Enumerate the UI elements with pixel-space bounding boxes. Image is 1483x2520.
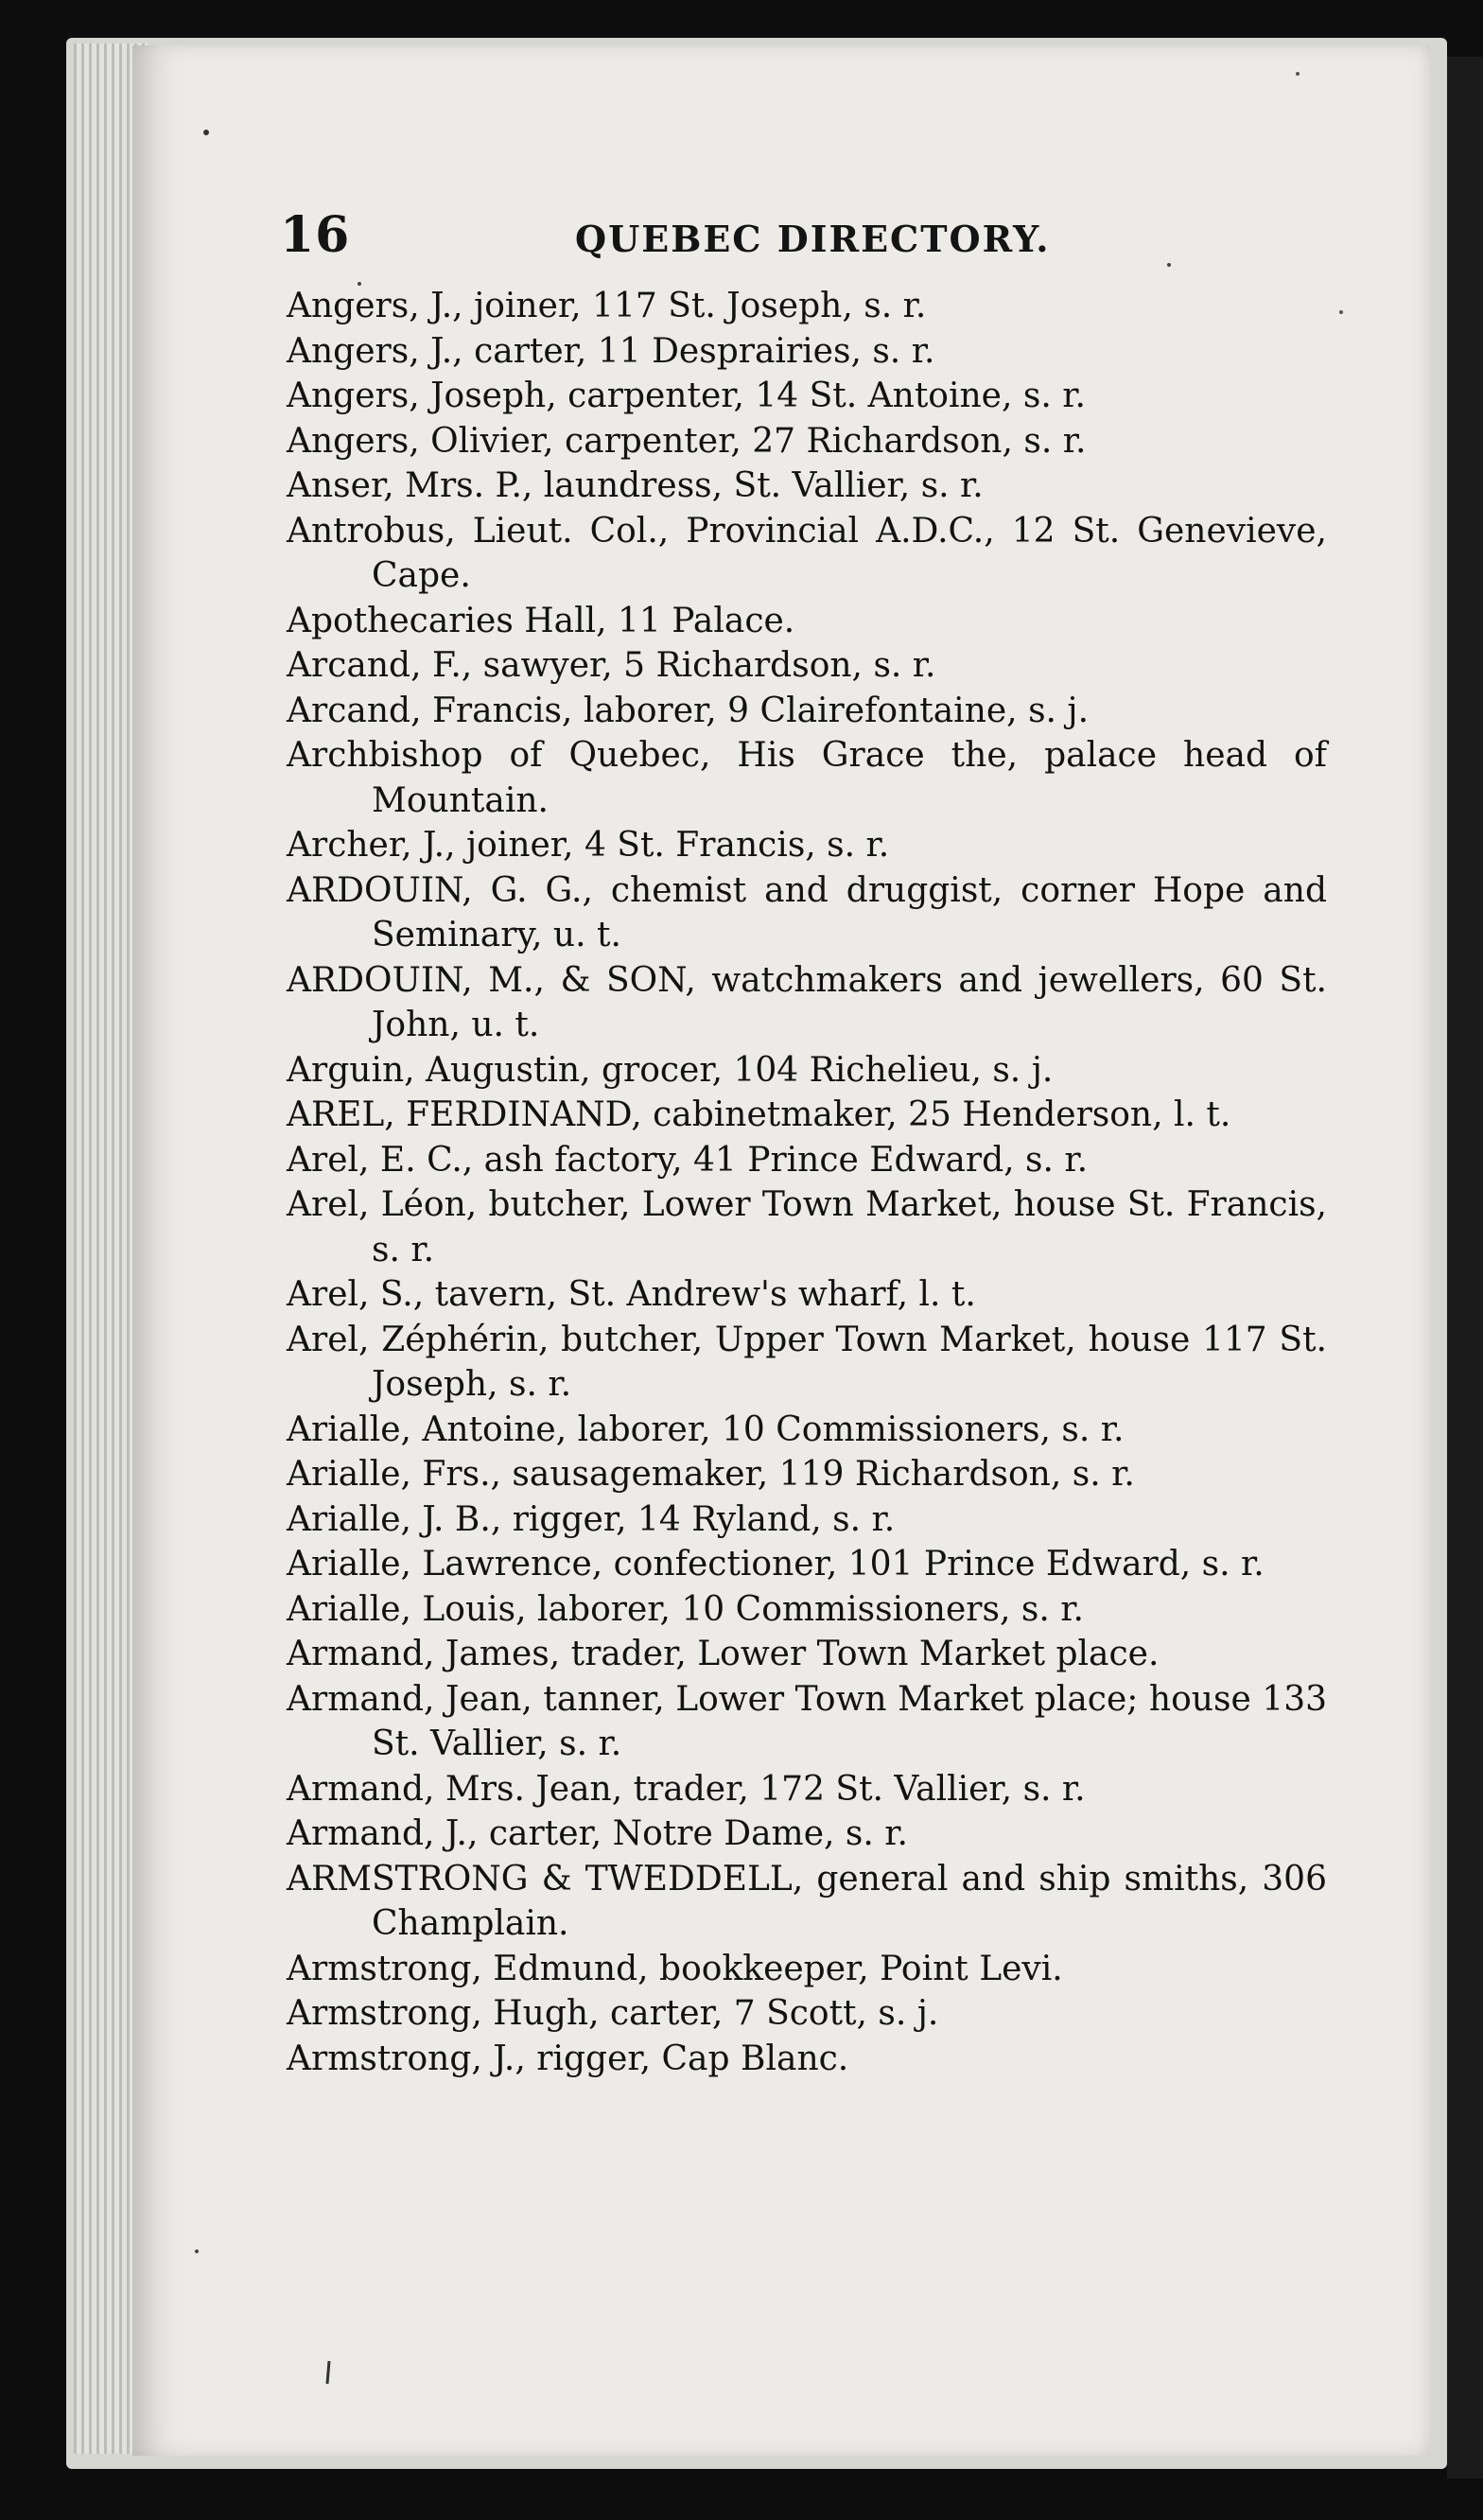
page-title: QUEBEC DIRECTORY. (575, 218, 1051, 260)
directory-entry: Antrobus, Lieut. Col., Provincial A.D.C., 12 St. Genevieve, Cape. (287, 511, 1327, 595)
directory-entry: Arcand, Francis, laborer, 9 Clairefontaine, s. j. (287, 691, 1090, 730)
directory-entry: Arialle, Frs., sausagemaker, 119 Richardson, s. r. (287, 1455, 1135, 1494)
directory-entry: Arcand, F., sawyer, 5 Richardson, s. r. (287, 646, 936, 685)
directory-entry: Arel, S., tavern, St. Andrew's wharf, l. t. (287, 1275, 976, 1314)
directory-entry: ARMSTRONG & TWEDDELL, general and ship smiths, 306 Champlain. (287, 1859, 1327, 1943)
directory-entry: Armand, J., carter, Notre Dame, s. r. (287, 1814, 908, 1853)
directory-entry: Angers, J., joiner, 117 St. Joseph, s. r. (287, 287, 927, 325)
directory-entry: Archbishop of Quebec, His Grace the, palace head of Mountain. (287, 736, 1327, 820)
directory-entry: Arialle, Lawrence, confectioner, 101 Prince Edward, s. r. (287, 1545, 1265, 1584)
directory-entry: Armand, Mrs. Jean, trader, 172 St. Vallier, s. r. (287, 1769, 1086, 1809)
directory-entry: Armstrong, Hugh, carter, 7 Scott, s. j. (287, 1994, 939, 2033)
directory-entry: Angers, Joseph, carpenter, 14 St. Antoine, s. r. (287, 376, 1086, 415)
directory-entry: Arel, Léon, butcher, Lower Town Market, house St. Francis, s. r. (287, 1185, 1327, 1269)
directory-entry: Arialle, J. B., rigger, 14 Ryland, s. r. (287, 1499, 896, 1539)
directory-entries (287, 284, 1327, 2081)
directory-entry: Arialle, Louis, laborer, 10 Commissioners, s. r. (287, 1589, 1084, 1629)
directory-entry: Arel, E. C., ash factory, 41 Prince Edward, s. r. (287, 1140, 1089, 1180)
directory-entry: Anser, Mrs. P., laundress, St. Vallier, s. r. (287, 466, 984, 505)
directory-entry: Angers, J., carter, 11 Desprairies, s. r. (287, 331, 935, 371)
directory-entry: Angers, Olivier, carpenter, 27 Richardson, s. r. (287, 421, 1087, 461)
directory-entry: Armstrong, Edmund, bookkeeper, Point Levi. (287, 1949, 1063, 1988)
directory-entry: Arel, Zéphérin, butcher, Upper Town Market, house 117 St. Joseph, s. r. (287, 1320, 1327, 1404)
directory-entry: Armand, Jean, tanner, Lower Town Market place; house 133 St. Vallier, s. r. (287, 1679, 1327, 1763)
directory-entry: AREL, FERDINAND, cabinetmaker, 25 Henderson, l. t. (287, 1095, 1231, 1134)
directory-entry: ARDOUIN, M., & SON, watchmakers and jewellers, 60 St. John, u. t. (287, 960, 1327, 1044)
directory-entry: Armand, James, trader, Lower Town Market place. (287, 1635, 1160, 1673)
directory-entry: Armstrong, J., rigger, Cap Blanc. (287, 2039, 849, 2078)
page-header (280, 206, 1320, 263)
directory-entry: Arguin, Augustin, grocer, 104 Richelieu, s. j. (287, 1050, 1054, 1090)
directory-entry: Apothecaries Hall, 11 Palace. (287, 601, 795, 640)
directory-entry: Arialle, Antoine, laborer, 10 Commissioners, s. r. (287, 1409, 1125, 1449)
page-number: 16 (280, 206, 351, 264)
directory-entry: Archer, J., joiner, 4 St. Francis, s. r. (287, 826, 890, 865)
directory-entry: ARDOUIN, G. G., chemist and druggist, corner Hope and Seminary, u. t. (287, 870, 1327, 954)
scan-border (1447, 57, 1483, 2478)
